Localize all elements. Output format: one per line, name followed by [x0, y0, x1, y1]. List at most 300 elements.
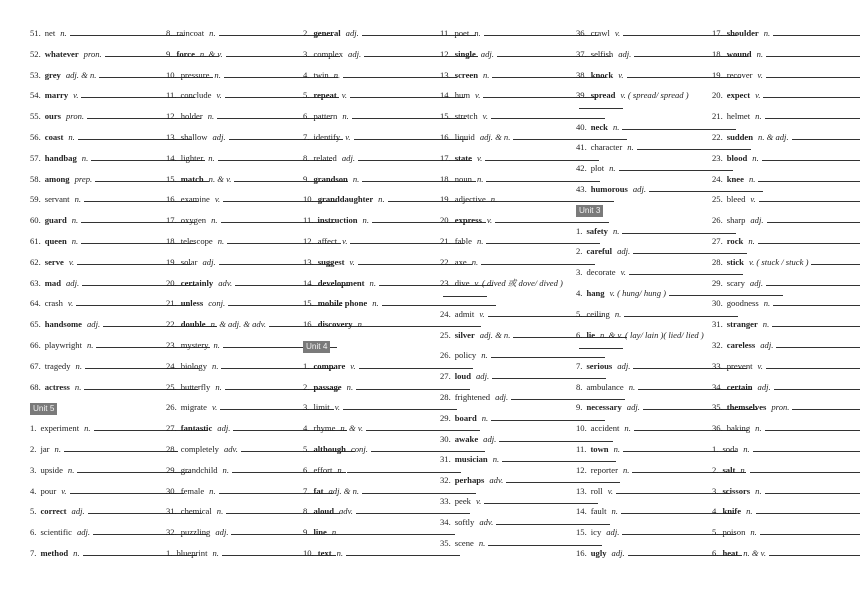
answer-blank[interactable]: [774, 382, 860, 390]
entry-number: 24.: [712, 173, 723, 184]
answer-blank[interactable]: [343, 402, 457, 410]
vocab-entry: [576, 267, 706, 278]
entry-number: 2.: [576, 246, 583, 257]
entry-word: sudden: [726, 132, 754, 142]
vocab-entry: [712, 49, 842, 60]
answer-blank[interactable]: [637, 142, 751, 150]
answer-blank[interactable]: [511, 392, 625, 400]
part-of-speech: n.: [755, 423, 762, 434]
part-of-speech: adj.: [476, 371, 490, 382]
entry-word: fable: [454, 236, 472, 246]
part-of-speech: n.: [750, 527, 757, 538]
entry-word: shoulder: [726, 28, 759, 38]
entry-number: 11.: [166, 90, 177, 101]
entry-word: granddaughter: [317, 194, 374, 205]
answer-blank[interactable]: [371, 444, 485, 452]
entry-word: helmet: [726, 111, 751, 122]
entry-word: oxygen: [180, 215, 207, 226]
answer-blank[interactable]: [367, 319, 481, 327]
answer-blank[interactable]: [492, 371, 606, 379]
entry-word: identify: [313, 132, 341, 142]
vocab-entry: [440, 330, 570, 341]
entry-number: 63.: [30, 277, 41, 288]
answer-blank[interactable]: [765, 423, 860, 431]
part-of-speech: n.: [372, 298, 379, 309]
vocab-entry: [166, 90, 296, 101]
part-of-speech: n.: [333, 69, 341, 80]
entry-number: 20.: [440, 215, 451, 226]
answer-blank[interactable]: [776, 340, 860, 348]
entry-number: 28.: [712, 256, 723, 267]
entry-word: liquid: [454, 132, 475, 142]
answer-blank[interactable]: [486, 236, 600, 244]
entry-number: 39.: [576, 90, 587, 101]
answer-blank[interactable]: [756, 506, 860, 514]
answer-blank[interactable]: [766, 49, 860, 57]
vocab-entry: [30, 278, 160, 289]
answer-blank[interactable]: [579, 341, 623, 349]
entry-word: decorate: [586, 267, 616, 278]
entry-number: 61.: [30, 236, 41, 246]
answer-blank[interactable]: [758, 236, 860, 244]
part-of-speech: v.: [342, 236, 348, 246]
entry-word: express: [454, 215, 482, 226]
entry-number: 1.: [712, 444, 719, 454]
vocab-entry: [712, 90, 842, 101]
vocab-entry: [166, 361, 296, 372]
entry-word: goodness: [726, 298, 759, 309]
answer-blank[interactable]: [485, 153, 599, 161]
entry-word: board: [454, 412, 477, 423]
vocab-entry: [166, 153, 296, 164]
part-of-speech: v.: [750, 194, 756, 205]
entry-number: 9.: [303, 173, 310, 184]
vocab-entry: [30, 548, 160, 559]
entry-word: force: [176, 48, 195, 59]
answer-blank[interactable]: [766, 70, 860, 78]
entry-number: 13.: [440, 69, 451, 80]
part-of-speech: v.: [618, 69, 624, 80]
entry-number: 31.: [440, 454, 451, 465]
part-of-speech: n.: [74, 194, 82, 205]
entry-word: shallow: [180, 132, 208, 142]
part-of-speech: n. & v. ( lay/ lain )( lied/ lied ): [600, 329, 704, 340]
answer-blank[interactable]: [763, 90, 860, 98]
answer-blank[interactable]: [669, 288, 783, 296]
entry-number: 15.: [576, 527, 587, 538]
vocab-entry: [166, 174, 296, 185]
entry-number: 4.: [576, 288, 583, 298]
vocab-entry: [166, 70, 296, 81]
part-of-speech: v. ( spread/ spread ): [620, 90, 689, 101]
entry-number: 12.: [166, 111, 177, 122]
part-of-speech: v. ( hung/ hung ): [609, 288, 667, 298]
part-of-speech: adj.: [202, 256, 216, 267]
vocab-entry: [440, 413, 570, 424]
part-of-speech: n.: [476, 173, 484, 184]
entry-word: aloud: [313, 506, 334, 517]
part-of-speech: adj.: [212, 132, 226, 142]
answer-blank[interactable]: [629, 267, 743, 275]
answer-blank[interactable]: [347, 465, 461, 473]
answer-blank[interactable]: [765, 111, 860, 119]
answer-blank[interactable]: [649, 184, 763, 192]
entry-number: 20.: [712, 90, 723, 101]
vocab-entry: [303, 402, 433, 413]
entry-word: poet: [454, 28, 470, 38]
entry-word: migrate: [180, 402, 207, 413]
entry-number: 52.: [30, 48, 41, 59]
part-of-speech: v.: [479, 308, 485, 319]
part-of-speech: adj.: [71, 506, 85, 517]
part-of-speech: adj.: [617, 246, 631, 257]
entry-word: completely: [180, 444, 219, 454]
entry-number: 12.: [440, 48, 451, 59]
entry-number: 59.: [30, 194, 41, 205]
entry-word: jar: [40, 444, 50, 454]
entry-number: 2.: [303, 381, 310, 392]
part-of-speech: n.: [755, 485, 762, 496]
vocab-entry: [712, 298, 842, 309]
entry-word: coast: [44, 132, 64, 142]
vocab-entry: [166, 340, 296, 351]
vocab-entry: [712, 153, 842, 164]
vocab-entry: [440, 174, 570, 185]
entry-word: pattern: [313, 111, 338, 122]
vocab-entry: [576, 527, 706, 538]
vocab-entry: [576, 163, 706, 174]
entry-word: although: [313, 444, 346, 454]
vocab-entry: [712, 340, 842, 351]
entry-word: themselves: [726, 402, 767, 413]
answer-blank[interactable]: [760, 527, 860, 535]
entry-number: 25.: [712, 194, 723, 205]
entry-word: recover: [726, 69, 753, 80]
answer-blank[interactable]: [622, 122, 736, 130]
answer-blank[interactable]: [500, 194, 614, 202]
answer-blank[interactable]: [792, 132, 860, 140]
part-of-speech: n.: [740, 464, 747, 475]
entry-word: biology: [180, 360, 208, 371]
entry-word: match: [180, 173, 204, 184]
answer-blank[interactable]: [622, 226, 736, 234]
vocab-entry: [30, 423, 160, 434]
vocab-entry: [440, 392, 570, 403]
entry-word: scary: [726, 277, 745, 288]
vocab-entry: [30, 70, 160, 81]
part-of-speech: adj.: [87, 319, 101, 330]
vocab-entry: [30, 361, 160, 372]
answer-blank[interactable]: [619, 163, 733, 171]
vocab-entry: [440, 496, 570, 507]
entry-word: examine: [180, 194, 210, 205]
vocab-entry: [30, 28, 160, 39]
entry-word: instruction: [317, 215, 358, 226]
part-of-speech: n. & v.: [743, 548, 766, 558]
answer-blank[interactable]: [484, 496, 598, 504]
vocab-entry: [166, 278, 296, 289]
entry-word: line: [313, 527, 327, 538]
entry-number: 13.: [166, 132, 177, 142]
vocab-entry: [712, 465, 842, 476]
part-of-speech: v.: [68, 256, 75, 267]
part-of-speech: n.: [362, 215, 369, 226]
entry-word: blood: [726, 152, 748, 163]
entry-word: crash: [44, 298, 63, 309]
entry-number: 31.: [166, 506, 177, 517]
part-of-speech: n.: [481, 350, 488, 361]
answer-blank[interactable]: [759, 194, 860, 202]
part-of-speech: n.: [213, 340, 220, 350]
part-of-speech: n. & adj. & adv.: [210, 319, 267, 330]
answer-blank[interactable]: [499, 434, 613, 442]
vocab-entry: [576, 70, 706, 81]
part-of-speech: n.: [216, 506, 224, 517]
answer-blank[interactable]: [579, 101, 623, 109]
part-of-speech: n.: [68, 132, 75, 142]
entry-number: 11.: [576, 444, 587, 454]
entry-number: 30.: [166, 485, 177, 496]
answer-blank[interactable]: [356, 382, 470, 390]
entry-number: 67.: [30, 360, 41, 371]
entry-word: sharp: [726, 215, 746, 226]
part-of-speech: adj.: [618, 48, 632, 59]
entry-word: twin: [313, 69, 329, 80]
answer-blank[interactable]: [766, 278, 860, 286]
part-of-speech: n.: [748, 173, 756, 184]
answer-blank[interactable]: [346, 548, 460, 556]
entry-word: silver: [454, 329, 475, 340]
entry-word: net: [44, 28, 56, 38]
entry-word: guard: [44, 215, 67, 226]
vocab-entry: [303, 49, 433, 60]
entry-word: serve: [44, 256, 64, 267]
vocab-entry: [30, 298, 160, 309]
answer-blank[interactable]: [753, 444, 860, 452]
answer-blank[interactable]: [366, 423, 480, 431]
answer-blank[interactable]: [502, 454, 616, 462]
answer-blank[interactable]: [772, 319, 860, 327]
vocab-entry: [712, 70, 842, 81]
part-of-speech: n.: [336, 548, 344, 558]
part-of-speech: n.: [762, 319, 770, 330]
answer-blank[interactable]: [513, 132, 627, 140]
entry-number: 68.: [30, 381, 41, 392]
vocab-entry: [166, 298, 296, 309]
entry-word: text: [317, 548, 332, 558]
answer-blank[interactable]: [624, 309, 738, 317]
vocab-entry: [440, 236, 570, 247]
entry-number: 56.: [30, 132, 41, 142]
entry-number: 55.: [30, 111, 41, 122]
vocab-entry: [166, 132, 296, 143]
entry-word: policy: [454, 350, 477, 361]
entry-number: 26.: [440, 350, 451, 361]
entry-word: certain: [726, 381, 753, 392]
entry-word: accident: [590, 423, 620, 434]
entry-number: 30.: [712, 298, 723, 309]
vocab-entry: [712, 278, 842, 289]
entry-number: 21.: [166, 298, 177, 309]
answer-blank[interactable]: [765, 486, 860, 494]
answer-blank[interactable]: [481, 257, 595, 265]
part-of-speech: adv.: [223, 444, 238, 454]
entry-word: rhyme: [313, 423, 336, 434]
part-of-speech: v.: [757, 69, 763, 80]
vocab-entry: [576, 309, 706, 320]
entry-word: icy: [590, 527, 602, 538]
answer-blank[interactable]: [362, 486, 476, 494]
entry-number: 21.: [712, 111, 723, 122]
answer-blank[interactable]: [762, 153, 860, 161]
answer-blank[interactable]: [767, 215, 860, 223]
part-of-speech: adv.: [479, 516, 494, 527]
entry-word: blueprint: [176, 548, 208, 558]
vocab-entry: [30, 382, 160, 393]
entry-number: 2.: [303, 28, 310, 38]
vocab-entry: [303, 423, 433, 434]
part-of-speech: n.: [763, 28, 771, 38]
entry-word: knock: [590, 69, 614, 80]
part-of-speech: conj.: [208, 298, 226, 309]
answer-blank[interactable]: [750, 465, 860, 473]
part-of-speech: n.: [73, 548, 80, 558]
vocab-entry: [166, 236, 296, 247]
entry-number: 7.: [303, 132, 310, 142]
entry-word: frightened: [454, 392, 491, 402]
entry-word: general: [313, 28, 341, 38]
part-of-speech: n.: [490, 194, 498, 205]
entry-number: 6.: [303, 464, 310, 475]
answer-blank[interactable]: [633, 246, 747, 254]
vocab-entry: [440, 215, 570, 226]
entry-number: 6.: [303, 111, 310, 122]
entry-number: 36.: [712, 423, 723, 434]
part-of-speech: adj.: [345, 28, 359, 38]
entry-number: 31.: [712, 319, 723, 330]
part-of-speech: adj.: [750, 215, 764, 226]
part-of-speech: n.: [755, 111, 762, 122]
part-of-speech: adj.: [483, 433, 497, 444]
answer-blank[interactable]: [341, 527, 455, 535]
unit-heading: Unit 5: [30, 403, 57, 415]
vocab-entry: [576, 330, 706, 352]
entry-word: necessary: [586, 402, 622, 413]
entry-number: 64.: [30, 298, 41, 309]
entry-word: adjective: [454, 194, 486, 205]
answer-blank[interactable]: [758, 174, 860, 182]
part-of-speech: v.: [482, 111, 488, 122]
entry-number: 6.: [30, 527, 37, 538]
vocab-entry: [30, 49, 160, 60]
part-of-speech: v.: [620, 267, 626, 278]
entry-word: expect: [726, 90, 751, 101]
entry-word: correct: [40, 506, 67, 517]
answer-blank[interactable]: [356, 506, 470, 514]
vocab-entry: [440, 475, 570, 486]
entry-number: 65.: [30, 319, 41, 330]
part-of-speech: n.: [215, 381, 222, 392]
part-of-speech: v.: [475, 90, 481, 101]
answer-blank[interactable]: [811, 257, 860, 265]
entry-word: spread: [590, 90, 616, 101]
part-of-speech: n.: [209, 485, 216, 496]
part-of-speech: v.: [614, 28, 621, 38]
vocab-entry: [30, 257, 160, 268]
part-of-speech: v.: [341, 90, 348, 101]
entry-number: 54.: [30, 90, 41, 101]
vocab-entry: [30, 153, 160, 164]
vocab-entry: [303, 382, 433, 393]
entry-number: 35.: [712, 402, 723, 413]
part-of-speech: n.: [756, 48, 764, 59]
entry-number: 1.: [576, 225, 583, 236]
entry-number: 11.: [440, 28, 451, 38]
answer-blank[interactable]: [769, 548, 860, 556]
entry-word: among: [44, 173, 70, 184]
entry-number: 27.: [712, 236, 723, 246]
entry-word: effort: [313, 464, 333, 475]
answer-blank[interactable]: [488, 538, 602, 546]
part-of-speech: n.: [209, 28, 216, 38]
answer-blank[interactable]: [359, 361, 473, 369]
entry-word: screen: [454, 69, 478, 80]
entry-word: knife: [722, 506, 742, 517]
entry-word: peek: [454, 496, 471, 506]
entry-word: heat: [722, 548, 739, 558]
entry-word: hang: [586, 288, 605, 298]
part-of-speech: adv.: [339, 506, 353, 517]
vocab-entry: [166, 28, 296, 39]
answer-blank[interactable]: [766, 361, 860, 369]
entry-word: loud: [454, 371, 471, 382]
entry-word: discovery: [317, 319, 353, 330]
entry-word: awake: [454, 433, 479, 444]
entry-number: 32.: [712, 340, 723, 350]
answer-blank[interactable]: [773, 298, 860, 306]
entry-number: 1.: [166, 548, 173, 558]
vocab-entry: [712, 361, 842, 372]
entry-word: grey: [44, 69, 61, 80]
part-of-speech: v.: [755, 90, 761, 101]
answer-blank[interactable]: [496, 517, 610, 525]
answer-blank[interactable]: [773, 28, 860, 36]
answer-blank[interactable]: [792, 402, 860, 410]
vocab-entry: [712, 402, 842, 413]
entry-number: 29.: [166, 464, 177, 475]
entry-word: handsome: [44, 319, 82, 330]
part-of-speech: n.: [471, 256, 479, 267]
entry-number: 15.: [303, 298, 314, 309]
entry-number: 14.: [576, 506, 587, 517]
entry-word: wound: [726, 48, 752, 59]
entry-number: 8.: [303, 506, 310, 517]
answer-blank[interactable]: [506, 475, 620, 483]
vocab-entry: [166, 548, 296, 559]
entry-word: unless: [180, 298, 204, 309]
entry-word: town: [590, 444, 609, 454]
vocab-entry: [440, 454, 570, 465]
part-of-speech: n.: [627, 142, 634, 153]
entry-word: complex: [313, 48, 344, 59]
vocab-entry: [30, 486, 160, 497]
answer-blank[interactable]: [443, 289, 487, 297]
answer-blank[interactable]: [491, 413, 605, 421]
answer-blank[interactable]: [64, 444, 178, 452]
answer-blank[interactable]: [486, 174, 600, 182]
vocab-entry: [166, 257, 296, 268]
part-of-speech: conj.: [350, 444, 368, 454]
